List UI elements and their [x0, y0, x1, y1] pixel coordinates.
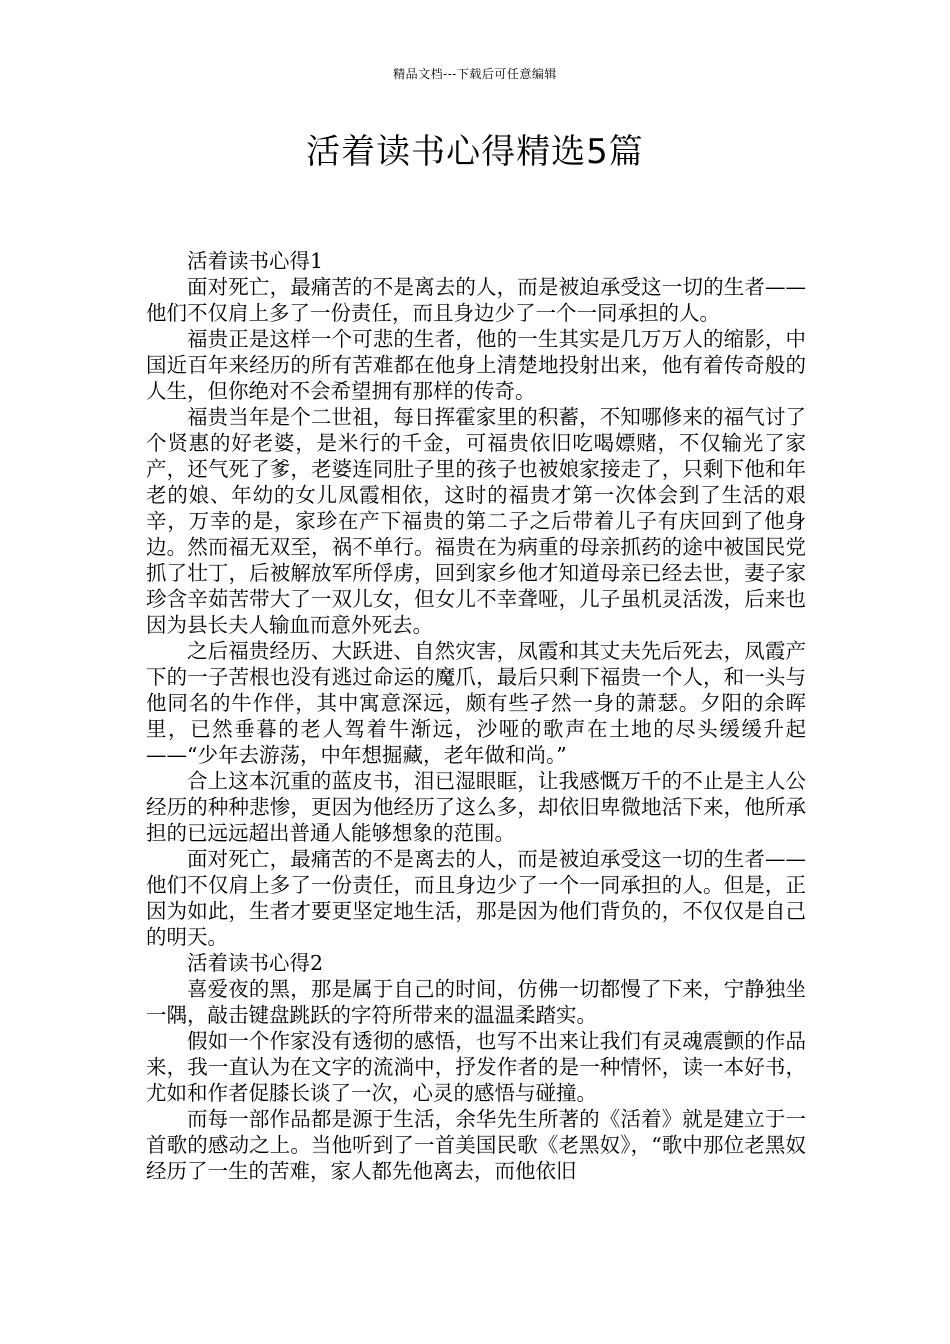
section-heading-2: 活着读书心得2 — [187, 951, 324, 975]
paragraph: 福贵当年是个二世祖，每日挥霍家里的积蓄，不知哪修来的福气讨了个贤惠的好老婆，是米行的千金，可福贵依旧吃喝嫖赌，不仅输光了家产，还气死了爹，老婆连同肚子里的孩子也被娘家接走了，只剩下他和年老的娘、年幼的女儿凤霞相依，这时的福贵才第一次体会到了生活的艰辛，万幸的是，家珍在产下福贵的第二子之后带着儿子有庆回到了他身边。然而福无双至，祸不单行。福贵在为病重的母亲抓药的途中被国民党抓了壮丁，后被解放军所俘虏，回到家乡他才知道母亲已经去世，妻子家珍含辛茹苦带大了一双儿女，但女儿不幸聋哑，儿子虽机灵活泼，后来也因为县长夫人输血而意外死去。 — [146, 405, 806, 637]
document-title: 活着读书心得精选5篇 — [306, 132, 644, 172]
header-note: 精品文档---下载后可任意编辑 — [393, 67, 557, 81]
paragraph: 假如一个作家没有透彻的感悟，也写不出来让我们有灵魂震颤的作品来，我一直认为在文字的流淌中，抒发作者的是一种情怀，读一本好书，尤如和作者促膝长谈了一次，心灵的感悟与碰撞。 — [146, 1029, 806, 1105]
paragraph: 合上这本沉重的蓝皮书，泪已湿眼眶，让我感慨万千的不止是主人公经历的种种悲惨，更因为他经历了这么多，却依旧卑微地活下来，他所承担的已远远超出普通人能够想象的范围。 — [146, 769, 806, 845]
section-heading-1: 活着读书心得1 — [187, 249, 324, 273]
paragraph: 而每一部作品都是源于生活，余华先生所著的《活着》就是建立于一首歌的感动之上。当他听到了一首美国民歌《老黑奴》，“歌中那位老黑奴经历了一生的苦难，家人都先他离去，而他依旧 — [146, 1107, 806, 1183]
document-body — [146, 248, 806, 1184]
paragraph: 面对死亡，最痛苦的不是离去的人，而是被迫承受这一切的生者——他们不仅肩上多了一份责任，而且身边少了一个一同承担的人。 — [146, 275, 806, 325]
paragraph: 之后福贵经历、大跃进、自然灾害，凤霞和其丈夫先后死去，凤霞产下的一子苦根也没有逃过命运的魔爪，最后只剩下福贵一个人，和一头与他同名的牛作伴，其中寓意深远，颇有些孑然一身的萧瑟。夕阳的余晖里，已然垂暮的老人驾着牛渐远，沙哑的歌声在土地的尽头缓缓升起——“少年去游荡，中年想掘藏，老年做和尚。” — [146, 639, 806, 767]
paragraph: 面对死亡，最痛苦的不是离去的人，而是被迫承受这一切的生者——他们不仅肩上多了一份责任，而且身边少了一个一同承担的人。但是，正因为如此，生者才要更坚定地生活，那是因为他们背负的，不仅仅是自己的明天。 — [146, 847, 806, 949]
paragraph: 喜爱夜的黑，那是属于自己的时间，仿佛一切都慢了下来，宁静独坐一隅，敲击键盘跳跃的字符所带来的温温柔踏实。 — [146, 977, 806, 1027]
paragraph: 福贵正是这样一个可悲的生者，他的一生其实是几万万人的缩影，中国近百年来经历的所有苦难都在他身上清楚地投射出来，他有着传奇般的人生，但你绝对不会希望拥有那样的传奇。 — [146, 327, 806, 403]
